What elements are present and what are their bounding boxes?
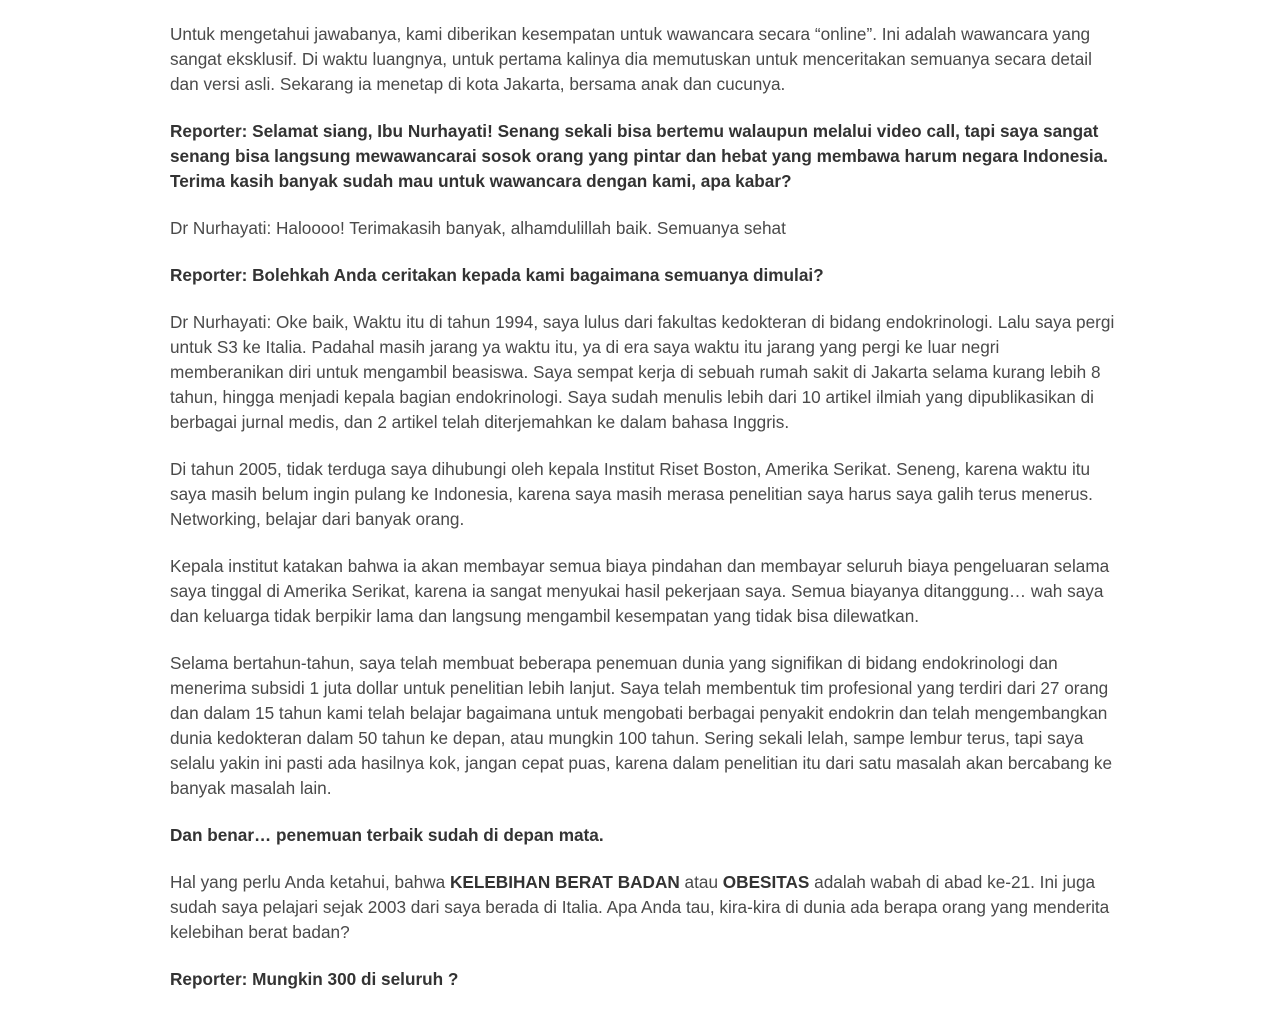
obesity-emphasis-2: OBESITAS (722, 872, 810, 892)
reporter-beginning-question: Reporter: Bolehkah Anda ceritakan kepada kami bagaimana semuanya dimulai? (170, 265, 824, 285)
paragraph-institute-head: Kepala institut katakan bahwa ia akan membayar semua biaya pindahan dan membayar seluruh biaya pengeluaran selama saya tinggal di Amerika Serikat, karena ia sangat menyukai hasil pekerjaan saya. Semua biayanya ditanggung… wah saya dan keluarga tidak berpikir lama dan langsung mengambil kesempatan yang tidak bisa dilewatkan. (170, 556, 1110, 626)
paragraph-discoveries: Selama bertahun-tahun, saya telah membuat beberapa penemuan dunia yang signifikan di bidang endokrinologi dan menerima subsidi 1 juta dollar untuk penelitian lebih lanjut. Saya telah membentuk tim profesional yang terdiri dari 27 orang dan dalam 15 tahun kami telah belajar bagaimana untuk mengobati berbagai penyakit endokrin dan telah mengembangkan dunia kedokteran dalam 50 tahun ke depan, atau mungkin 100 tahun. Sering sekali lelah, sampe lembur terus, tapi saya selalu yakin ini pasti ada hasilnya kok, jangan cepat puas, karena dalam penelitian itu dari satu masalah akan bercabang ke banyak masalah lain. (170, 653, 1113, 798)
obesity-text-1: Hal yang perlu Anda ketahui, bahwa (170, 872, 450, 892)
nurhayati-career-answer: Dr Nurhayati: Oke baik, Waktu itu di tahun 1994, saya lulus dari fakultas kedokteran di bidang endokrinologi. Lalu saya pergi untuk S3 ke Italia. Padahal masih jarang ya waktu itu, ya di era saya waktu itu jarang yang pergi ke luar negri memberanikan diri untuk mengambil beasiswa. Saya sempat kerja di sebuah rumah sakit di Jakarta selama kurang lebih 8 tahun, hingga menjadi kepala bagian endokrinologi. Saya sudah menulis lebih dari 10 artikel ilmiah yang dipublikasikan di berbagai jurnal medis, dan 2 artikel telah diterjemahkan ke dalam bahasa Inggris. (170, 312, 1115, 432)
paragraph-boston-2005: Di tahun 2005, tidak terduga saya dihubungi oleh kepala Institut Riset Boston, Amerika Serikat. Seneng, karena waktu itu saya masih belum ingin pulang ke Indonesia, karena saya masih merasa penelitian saya harus saya galih terus menerus. Networking, belajar dari banyak orang. (170, 459, 1093, 529)
obesity-text-2: atau (679, 872, 723, 892)
paragraph-intro: Untuk mengetahui jawabanya, kami diberikan kesempatan untuk wawancara secara “online”. Ini adalah wawancara yang sangat eksklusif. Di waktu luangnya, untuk pertama kalinya dia memutuskan untuk menceritakan semuanya secara detail dan versi asli. Sekarang ia menetap di kota Jakarta, bersama anak dan cucunya. (170, 24, 1092, 94)
paragraph-obesity (170, 870, 1115, 945)
obesity-emphasis-1: KELEBIHAN BERAT BADAN (449, 872, 680, 892)
nurhayati-greeting-answer: Dr Nurhayati: Haloooo! Terimakasih banyak, alhamdulillah baik. Semuanya sehat (170, 218, 786, 238)
obesity-text-3: adalah wabah di abad ke-21. Ini juga sudah saya pelajari sejak 2003 dari saya berada di Italia. Apa Anda tau, kira-kira di dunia ada berapa orang yang menderita kelebihan berat badan? (170, 872, 1110, 942)
paragraph-best-discovery: Dan benar… penemuan terbaik sudah di depan mata. (170, 825, 604, 845)
article-body (170, 22, 1115, 1014)
reporter-cutoff-question: Reporter: Mungkin 300 di seluruh ? (170, 969, 459, 989)
reporter-greeting-question: Reporter: Selamat siang, Ibu Nurhayati! Senang sekali bisa bertemu walaupun melalui video call, tapi saya sangat senang bisa langsung mewawancarai sosok orang yang pintar dan hebat yang membawa harum negara Indonesia. Terima kasih banyak sudah mau untuk wawancara dengan kami, apa kabar? (170, 121, 1108, 191)
